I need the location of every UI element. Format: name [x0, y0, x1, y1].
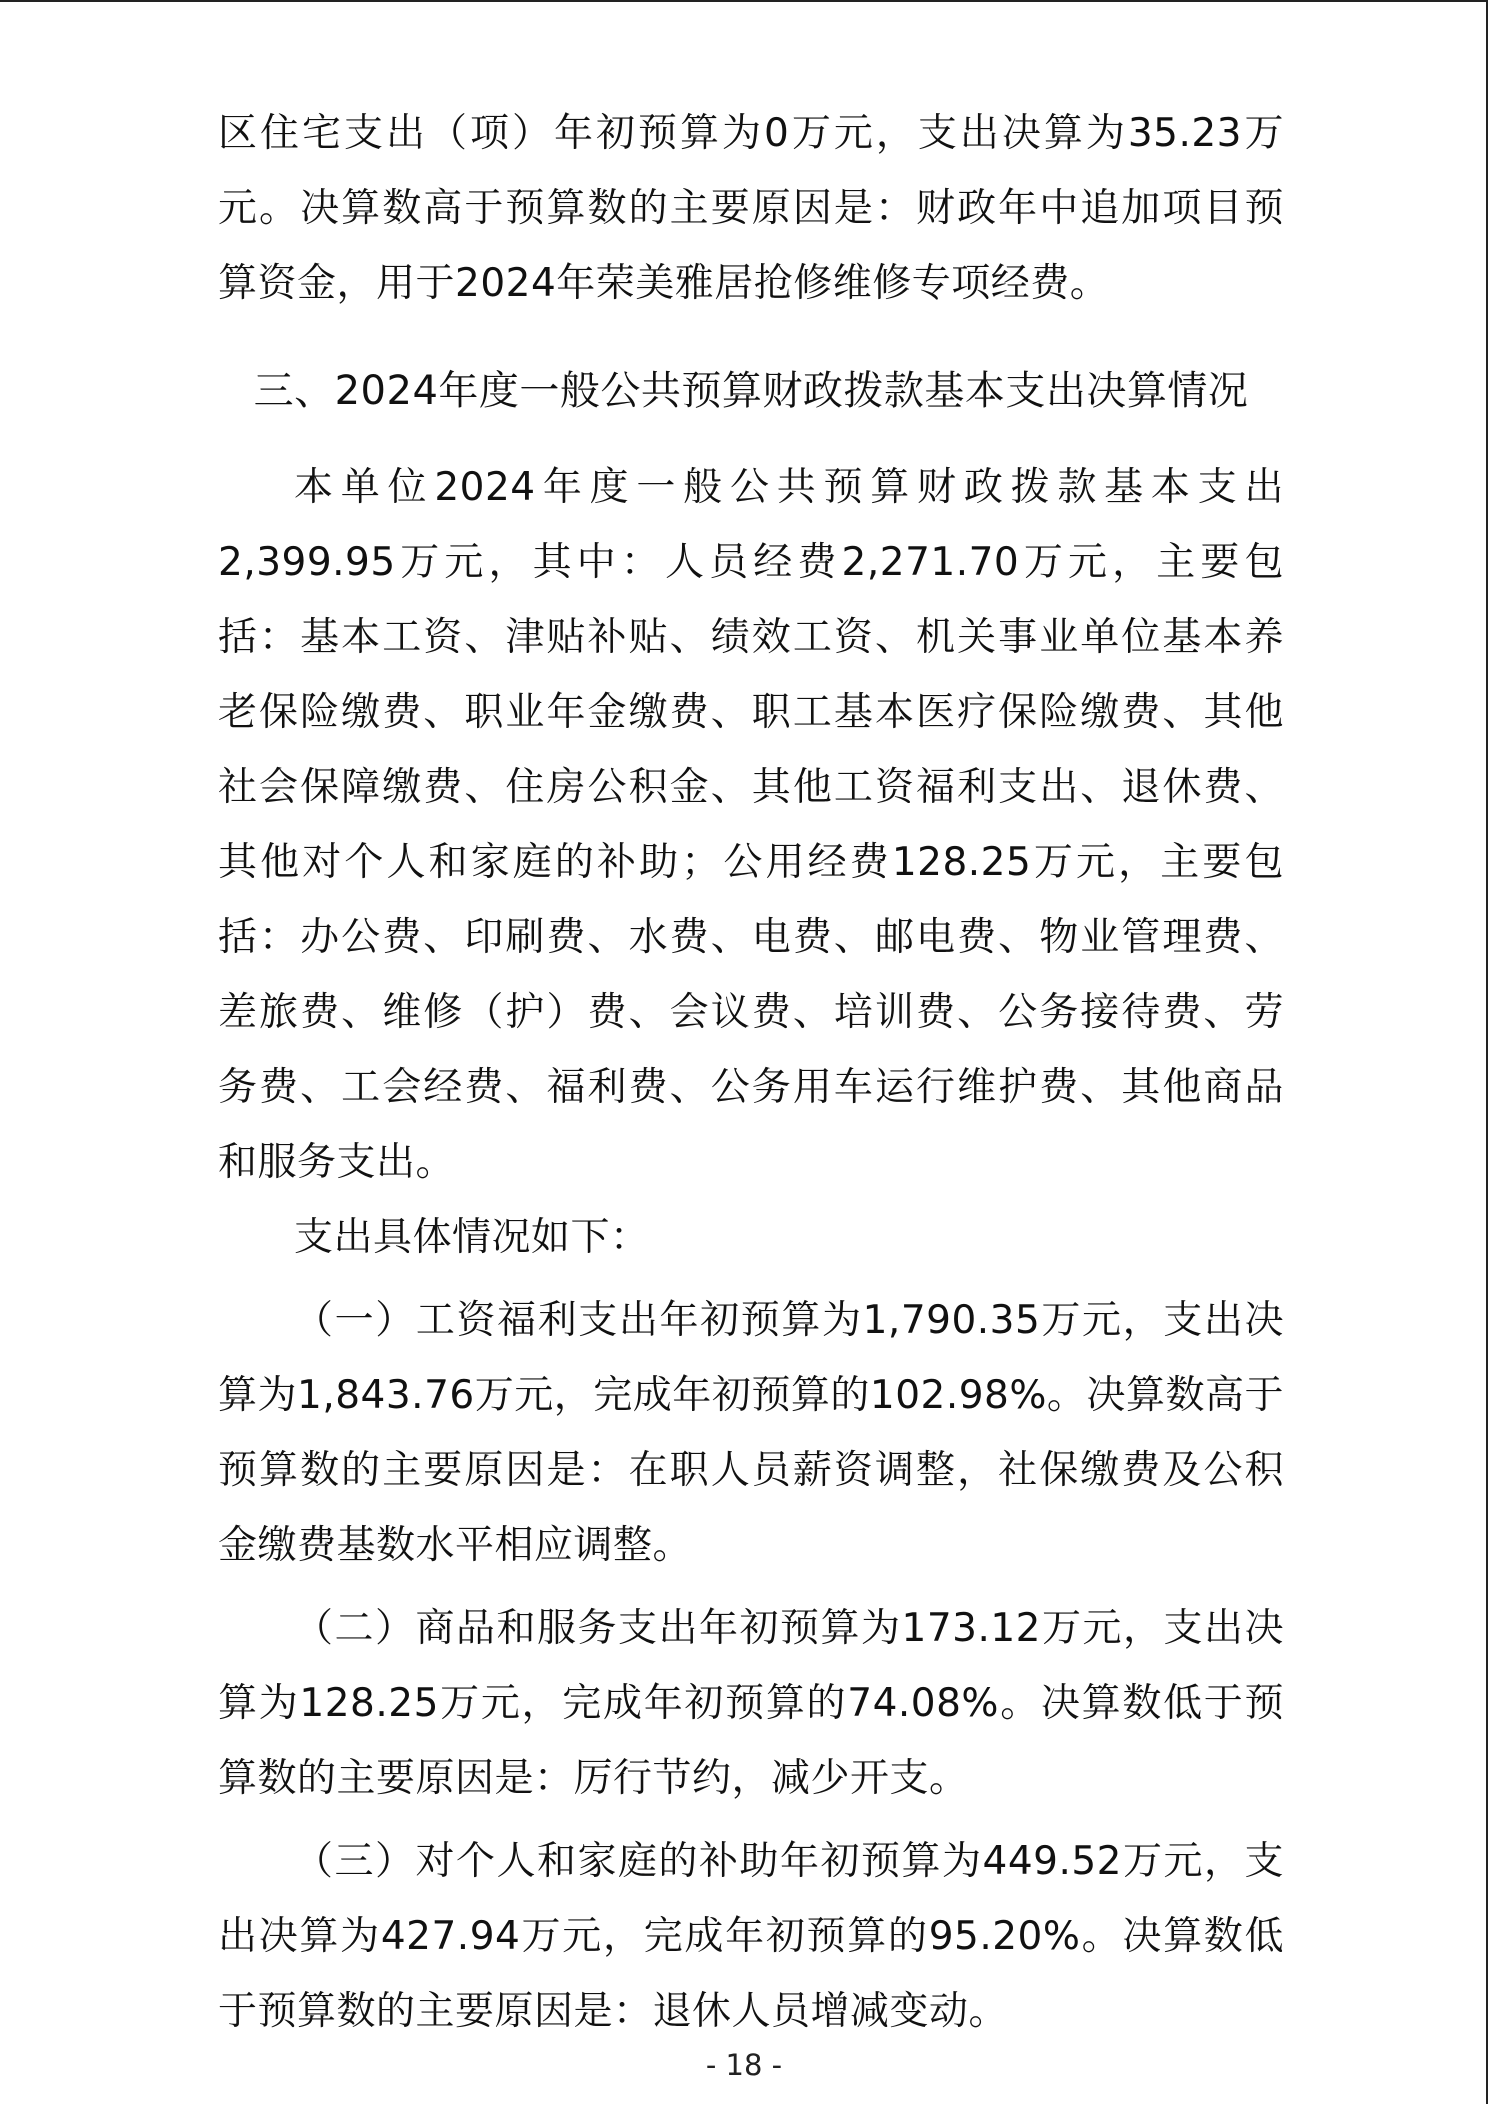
document-body [218, 96, 1284, 2049]
page-number: - 18 - [705, 2048, 783, 2082]
item-household-subsidy-paragraph: （三）对个人和家庭的补助年初预算为449.52万元，支出决算为427.94万元，完成年初预算的95.20%。决算数低于预算数的主要原因是：退休人员增减变动。 [218, 1839, 1284, 2034]
summary-paragraph: 本单位2024年度一般公共预算财政拨款基本支出2,399.95万元，其中：人员经费2,271.70万元，主要包括：基本工资、津贴补贴、绩效工资、机关事业单位基本养老保险缴费、职业年金缴费、职工基本医疗保险缴费、其他社会保障缴费、住房公积金、其他工资福利支出、退休费、其他对个人和家庭的补助；公用经费128.25万元，主要包括：办公费、印刷费、水费、电费、邮电费、物业管理费、差旅费、维修（护）费、会议费、培训费、公务接待费、劳务费、工会经费、福利费、公务用车运行维护费、其他商品和服务支出。 [218, 465, 1284, 1185]
continued-paragraph: 区住宅支出（项）年初预算为0万元，支出决算为35.23万元。决算数高于预算数的主要原因是：财政年中追加项目预算资金，用于2024年荣美雅居抢修维修专项经费。 [218, 111, 1284, 306]
item-wages-paragraph: （一）工资福利支出年初预算为1,790.35万元，支出决算为1,843.76万元，完成年初预算的102.98%。决算数高于预算数的主要原因是：在职人员薪资调整，社保缴费及公积金缴费基数水平相应调整。 [218, 1298, 1284, 1568]
item-goods-services-paragraph: （二）商品和服务支出年初预算为173.12万元，支出决算为128.25万元，完成年初预算的74.08%。决算数低于预算数的主要原因是：厉行节约，减少开支。 [218, 1606, 1284, 1801]
intro-paragraph: 支出具体情况如下： [294, 1215, 650, 1260]
section-heading: 三、2024年度一般公共预算财政拨款基本支出决算情况 [253, 368, 1249, 414]
